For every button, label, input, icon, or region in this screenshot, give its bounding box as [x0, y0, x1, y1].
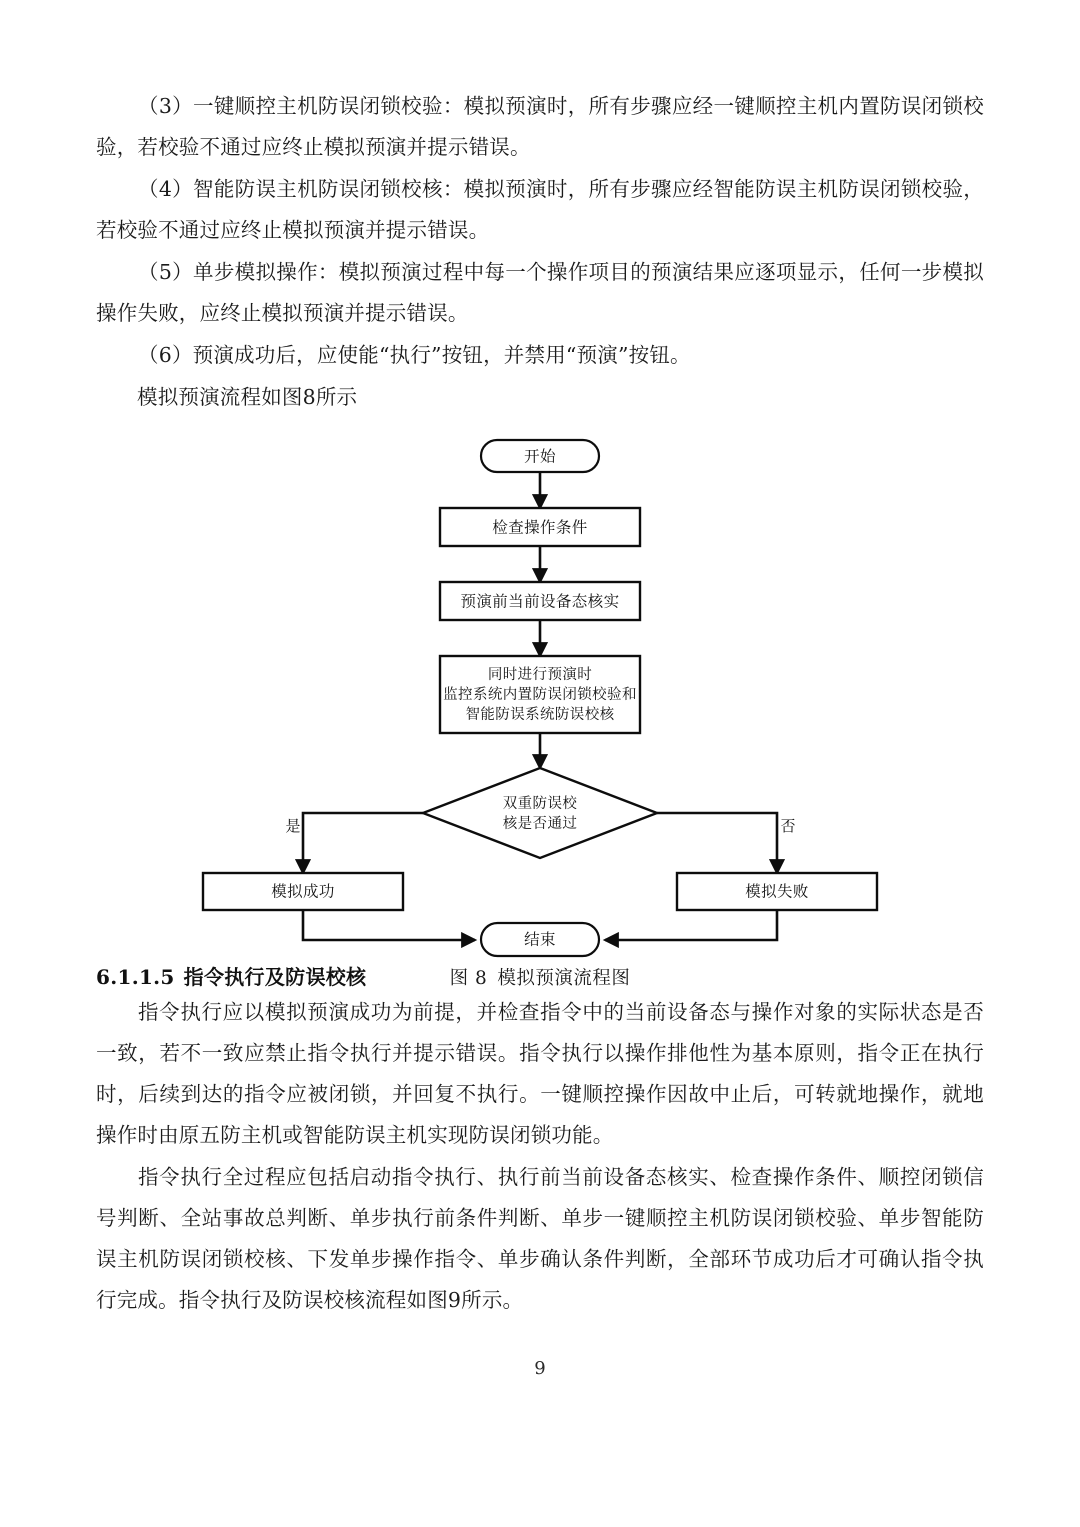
flow-edge-failure-to-end [605, 910, 777, 940]
section-paragraph-2: 指令执行全过程应包括启动指令执行、执行前当前设备态核实、检查操作条件、顺控闭锁信号判断、全站事故总判断、单步执行前条件判断、单步一键顺控主机防误闭锁校验、单步智能防误主机防误闭锁校核、下发单步操作指令、单步确认条件判断，全部环节成功后才可确认指令执行完成。指令执行及防误校核流程如图9所示。 [96, 1165, 984, 1312]
flow-edge-label-yes: 是 [285, 817, 301, 835]
flow-node-device-state-verify-label: 预演前当前设备态核实 [460, 592, 620, 611]
flow-node-failure [677, 873, 877, 910]
body-paragraph-5: （5）单步模拟操作：模拟预演过程中每一个操作项目的预演结果应逐项显示，任何一步模拟操作失败，应终止模拟预演并提示错误。 [96, 260, 984, 325]
flow-node-end [481, 923, 599, 956]
flow-node-check-conditions [440, 508, 640, 546]
figure-caption-number: 图 8 [449, 968, 488, 989]
flow-node-dual-check-line1: 同时进行预演时 [487, 667, 593, 683]
flow-edge-success-to-end [303, 910, 475, 940]
flow-edge-no [657, 813, 777, 873]
flow-node-success [203, 873, 403, 910]
flow-node-check-conditions-label: 检查操作条件 [492, 518, 588, 537]
page-content [96, 86, 984, 1322]
flowchart-svg [96, 432, 984, 962]
body-paragraph-6: （6）预演成功后，应使能“执行”按钮，并禁用“预演”按钮。 [138, 343, 691, 367]
flow-node-dual-check-line2: 监控系统内置防误闭锁校验和 [443, 687, 637, 703]
flow-node-failure-label: 模拟失败 [745, 882, 809, 901]
figure-caption [96, 966, 984, 992]
flow-node-success-label: 模拟成功 [271, 882, 335, 901]
section-heading-title: 指令执行及防误校核 [183, 965, 367, 989]
flow-edge-yes [303, 813, 423, 873]
flow-node-decision-line1: 双重防误校 [502, 796, 578, 812]
section-heading-number: 6.1.1.5 [96, 965, 175, 989]
flow-node-end-label: 结束 [524, 930, 556, 949]
figure-reference-text: 模拟预演流程如图8所示 [137, 385, 358, 409]
flow-node-start [481, 440, 599, 472]
flow-node-dual-check-line3: 智能防误系统防误校核 [465, 707, 615, 723]
body-paragraph-3: （3）一键顺控主机防误闭锁校验：模拟预演时，所有步骤应经一键顺控主机内置防误闭锁校验，若校验不通过应终止模拟预演并提示错误。 [96, 94, 984, 159]
page-number: 9 [534, 1358, 546, 1379]
flow-node-start-label: 开始 [524, 447, 556, 466]
body-paragraph-4: （4）智能防误主机防误闭锁校核：模拟预演时，所有步骤应经智能防误主机防误闭锁校验，若校验不通过应终止模拟预演并提示错误。 [96, 177, 984, 242]
figure-caption-title: 模拟预演流程图 [497, 968, 631, 989]
flow-node-dual-check [440, 656, 640, 733]
flow-edge-label-no: 否 [780, 817, 796, 835]
flow-node-decision [423, 768, 657, 858]
flow-node-decision-line2: 核是否通过 [502, 816, 578, 832]
flow-node-device-state-verify [440, 582, 640, 620]
section-paragraph-1: 指令执行应以模拟预演成功为前提，并检查指令中的当前设备态与操作对象的实际状态是否一致，若不一致应禁止指令执行并提示错误。指令执行以操作排他性为基本原则，指令正在执行时，后续到达的指令应被闭锁，并回复不执行。一键顺控操作因故中止后，可转就地操作，就地操作时由原五防主机或智能防误主机实现防误闭锁功能。 [96, 1000, 984, 1147]
